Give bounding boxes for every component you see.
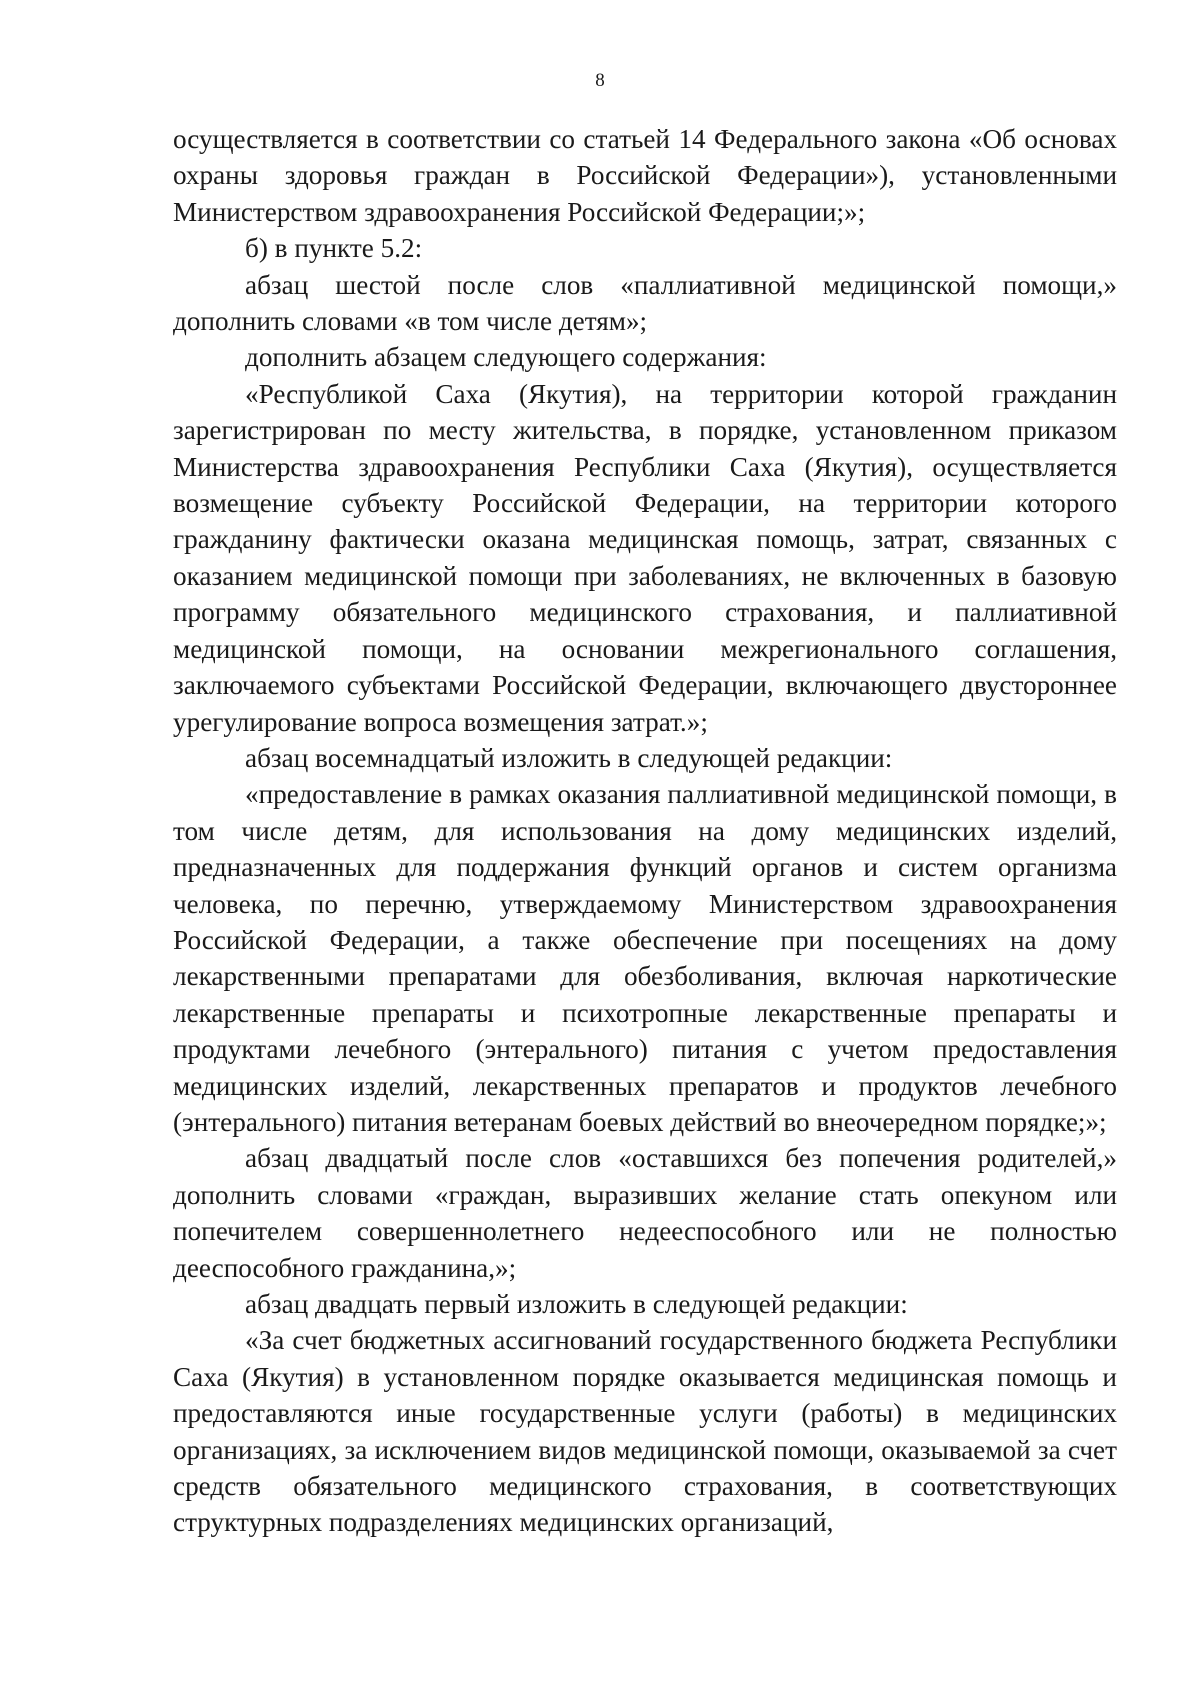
page-number: 8 — [595, 70, 605, 91]
paragraph-amendment-18th: абзац восемнадцатый изложить в следующей редакции: — [245, 742, 893, 773]
paragraph-amendment-20th: абзац двадцатый после слов «оставшихся без попечения родителей,» дополнить словами «граждан, выразивших желание стать опекуном или попечителем совершеннолетнего недееспособного или не полностью дееспособного гражданина,»; — [173, 1143, 1117, 1283]
paragraph-subitem-b: б) в пункте 5.2: — [245, 233, 423, 264]
paragraph-new-21st-text: «За счет бюджетных ассигнований государственного бюджета Республики Саха (Якутия) в установленном порядке оказывается медицинская помощь и предоставляются иные государственные услуги (работы) в медицинских организациях, за исключением видов медицинской помощи, оказываемой за счет средств обязательного медицинского страхования, в соответствующих структурных подразделениях медицинских организаций, — [173, 1325, 1117, 1538]
paragraph-continuation: осуществляется в соответствии со статьей 14 Федерального закона «Об основах охраны здоровья граждан в Российской Федерации»), установленными Министерством здравоохранения Российской Федерации;»; — [173, 124, 1117, 227]
paragraph-add-intro: дополнить абзацем следующего содержания: — [245, 342, 767, 373]
paragraph-new-18th-text: «предоставление в рамках оказания паллиативной медицинской помощи, в том числе детям, для использования на дому медицинских изделий, предназначенных для поддержания функций органов и систем организма человека, по перечню, утверждаемому Министерством здравоохранения Российской Федерации, а также обеспечение при посещениях на дому лекарственными препаратами для обезболивания, включая наркотические лекарственные препараты и психотропные лекарственные препараты и продуктами лечебного (энтерального) питания с учетом предоставления медицинских изделий, лекарственных препаратов и продуктов лечебного (энтерального) питания ветеранам боевых действий во внеочередном порядке;»; — [173, 779, 1117, 1137]
document-body — [173, 121, 1117, 1541]
paragraph-amendment-6th: абзац шестой после слов «паллиативной медицинской помощи,» дополнить словами «в том числе детям»; — [173, 269, 1117, 337]
paragraph-amendment-21st: абзац двадцать первый изложить в следующей редакции: — [245, 1289, 908, 1319]
paragraph-added-text: «Республикой Саха (Якутия), на территории которой гражданин зарегистрирован по месту жительства, в порядке, установленном приказом Министерства здравоохранения Республики Саха (Якутия), осуществляется возмещение субъекту Российской Федерации, на территории которого гражданину фактически оказана медицинская помощь, затрат, связанных с оказанием медицинской помощи при заболеваниях, не включенных в базовую программу обязательного медицинского страхования, и паллиативной медицинской помощи, на основании межрегионального соглашения, заключаемого субъектами Российской Федерации, включающего двустороннее урегулирование вопроса возмещения затрат.»; — [173, 378, 1117, 737]
